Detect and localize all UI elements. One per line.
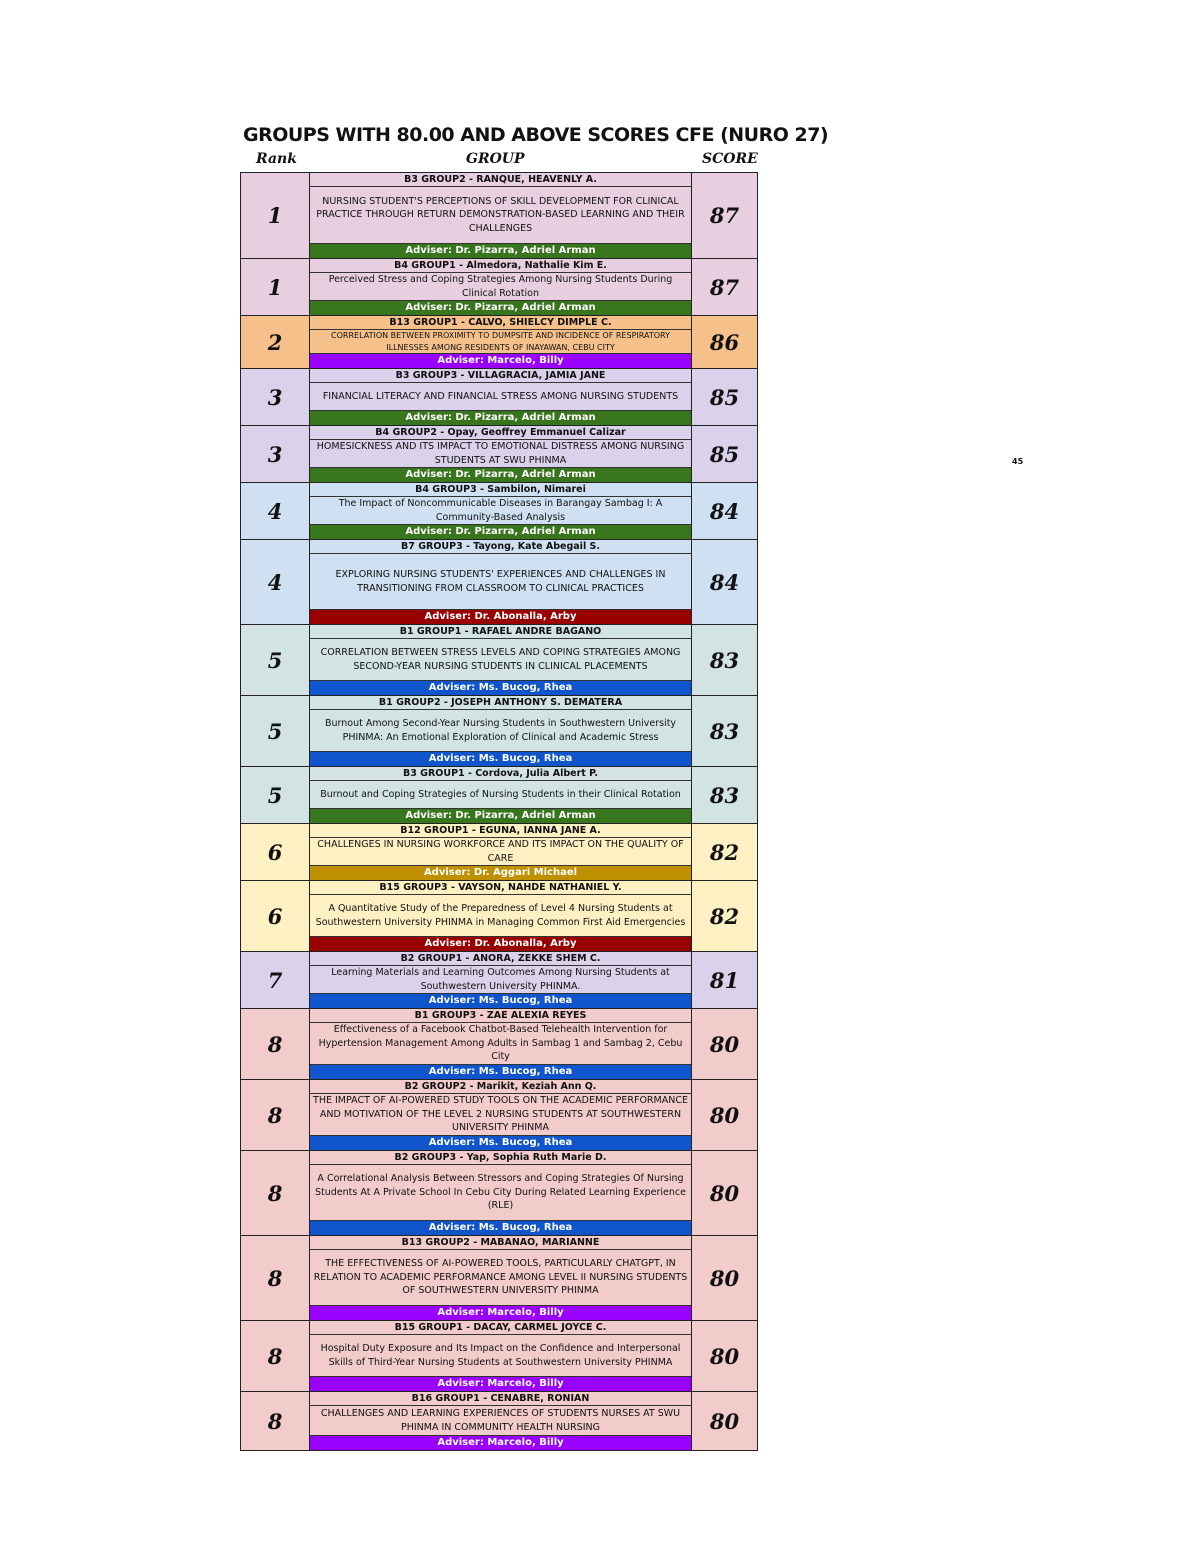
group-cell	[310, 483, 692, 539]
adviser-label: Adviser: Dr. Abonalla, Arby	[310, 936, 691, 951]
research-title: Perceived Stress and Coping Strategies Among Nursing Students During Clinical Rotation	[328, 274, 673, 299]
rank-cell: 8	[241, 1151, 310, 1235]
research-title: EXPLORING NURSING STUDENTS' EXPERIENCES AND CHALLENGES IN TRANSITIONING FROM CLASSROOM TO CLINICAL PRACTICES	[335, 569, 666, 594]
research-title: THE IMPACT OF AI-POWERED STUDY TOOLS ON THE ACADEMIC PERFORMANCE AND MOTIVATION OF THE LEVEL 2 NURSING STUDENTS AT SOUTHWESTERN UNIVERSITY PHINMA	[313, 1095, 688, 1134]
group-cell	[310, 426, 692, 482]
group-cell	[310, 173, 692, 258]
score-cell: 85	[709, 384, 740, 410]
score-cell: 80	[709, 1180, 740, 1206]
research-title: HOMESICKNESS AND ITS IMPACT TO EMOTIONAL DISTRESS AMONG NURSING STUDENTS AT SWU PHINMA	[316, 441, 685, 466]
rank-cell: 1	[241, 259, 310, 315]
group-name: B1 GROUP1 - RAFAEL ANDRE BAGANO	[310, 625, 691, 639]
group-name: B1 GROUP2 - JOSEPH ANTHONY S. DEMATERA	[310, 696, 691, 710]
adviser-label: Adviser: Marcelo, Billy	[310, 1305, 691, 1320]
table-row	[240, 625, 758, 696]
score-cell: 80	[709, 1102, 740, 1128]
score-cell: 80	[709, 1408, 740, 1434]
group-cell	[310, 540, 692, 624]
table-row	[240, 952, 758, 1009]
score-cell: 85	[709, 441, 740, 467]
research-title: Effectiveness of a Facebook Chatbot-Based Telehealth Intervention for Hypertension Management Among Adults in Sambag 1 and Sambag 2, Cebu City	[318, 1024, 683, 1063]
group-cell	[310, 696, 692, 766]
score-column-header: SCORE	[702, 151, 758, 167]
group-name: B2 GROUP3 - Yap, Sophia Ruth Marie D.	[310, 1151, 691, 1165]
table-row	[240, 483, 758, 540]
research-title: Burnout and Coping Strategies of Nursing Students in their Clinical Rotation	[320, 788, 681, 800]
score-cell: 83	[709, 647, 740, 673]
rank-cell: 5	[241, 696, 310, 766]
group-name: B1 GROUP3 - ZAE ALEXIA REYES	[310, 1009, 691, 1023]
rank-cell: 8	[241, 1080, 310, 1150]
research-title: The Impact of Noncommunicable Diseases in Barangay Sambag I: A Community-Based Analysis	[338, 498, 663, 523]
table-row	[240, 426, 758, 483]
score-cell: 81	[709, 967, 740, 993]
group-cell	[310, 824, 692, 880]
adviser-label: Adviser: Dr. Pizarra, Adriel Arman	[310, 808, 691, 823]
research-title: THE EFFECTIVENESS OF AI-POWERED TOOLS, PARTICULARLY CHATGPT, IN RELATION TO ACADEMIC PERFORMANCE AMONG LEVEL II NURSING STUDENTS OF SOUTHWESTERN UNIVERSITY PHINMA	[313, 1258, 688, 1297]
adviser-label: Adviser: Ms. Bucog, Rhea	[310, 1135, 691, 1150]
score-cell: 82	[709, 903, 740, 929]
rank-cell: 5	[241, 767, 310, 823]
group-name: B15 GROUP3 - VAYSON, NAHDE NATHANIEL Y.	[310, 881, 691, 895]
group-cell	[310, 881, 692, 951]
table-row	[240, 881, 758, 952]
research-title: A Correlational Analysis Between Stressors and Coping Strategies Of Nursing Students At A Private School In Cebu City During Related Learning Experience (RLE)	[315, 1173, 686, 1212]
score-cell: 83	[709, 718, 740, 744]
group-name: B12 GROUP1 - EGUNA, IANNA JANE A.	[310, 824, 691, 838]
score-cell: 84	[709, 569, 740, 595]
rank-cell: 8	[241, 1392, 310, 1450]
group-cell	[310, 259, 692, 315]
adviser-label: Adviser: Dr. Pizarra, Adriel Arman	[310, 524, 691, 539]
adviser-label: Adviser: Ms. Bucog, Rhea	[310, 993, 691, 1008]
table-row	[240, 173, 758, 259]
score-cell: 83	[709, 782, 740, 808]
rank-cell: 8	[241, 1236, 310, 1320]
group-name: B15 GROUP1 - DACAY, CARMEL JOYCE C.	[310, 1321, 691, 1335]
group-name: B3 GROUP2 - RANQUE, HEAVENLY A.	[310, 173, 691, 187]
research-title: Burnout Among Second-Year Nursing Students in Southwestern University PHINMA: An Emotional Exploration of Clinical and Academic Stress	[324, 718, 677, 743]
rank-cell: 8	[241, 1009, 310, 1079]
group-cell	[310, 1151, 692, 1235]
group-cell	[310, 952, 692, 1008]
rank-cell: 5	[241, 625, 310, 695]
group-name: B4 GROUP2 - Opay, Geoffrey Emmanuel Calizar	[310, 426, 691, 440]
group-name: B2 GROUP2 - Marikit, Keziah Ann Q.	[310, 1080, 691, 1094]
group-name: B3 GROUP3 - VILLAGRACIA, JAMIA JANE	[310, 369, 691, 383]
table-row	[240, 1321, 758, 1392]
research-title: CHALLENGES IN NURSING WORKFORCE AND ITS IMPACT ON THE QUALITY OF CARE	[317, 839, 684, 864]
group-cell	[310, 767, 692, 823]
score-cell: 87	[709, 203, 740, 228]
adviser-label: Adviser: Dr. Pizarra, Adriel Arman	[310, 410, 691, 425]
adviser-label: Adviser: Dr. Aggari Michael	[310, 865, 691, 880]
group-cell	[310, 1080, 692, 1150]
adviser-label: Adviser: Marcelo, Billy	[310, 353, 691, 368]
adviser-label: Adviser: Marcelo, Billy	[310, 1376, 691, 1391]
research-title: NURSING STUDENT'S PERCEPTIONS OF SKILL DEVELOPMENT FOR CLINICAL PRACTICE THROUGH RETURN DEMONSTRATION-BASED LEARNING AND THEIR CHALLENGES	[316, 195, 685, 234]
page-title: GROUPS WITH 80.00 AND ABOVE SCORES CFE (NURO 27)	[243, 124, 829, 146]
table-row	[240, 259, 758, 316]
research-title: FINANCIAL LITERACY AND FINANCIAL STRESS AMONG NURSING STUDENTS	[322, 390, 679, 402]
adviser-label: Adviser: Ms. Bucog, Rhea	[310, 1220, 691, 1235]
rank-cell: 6	[241, 881, 310, 951]
score-cell: 84	[709, 498, 740, 524]
adviser-label: Adviser: Dr. Abonalla, Arby	[310, 609, 691, 624]
research-title: CORRELATION BETWEEN PROXIMITY TO DUMPSITE AND INCIDENCE OF RESPIRATORY ILLNESSES AMONG RESIDENTS OF INAYAWAN, CEBU CITY	[331, 330, 670, 352]
group-name: B2 GROUP1 - ANORA, ZEKKE SHEM C.	[310, 952, 691, 966]
group-cell	[310, 1236, 692, 1320]
research-title: Hospital Duty Exposure and Its Impact on the Confidence and Interpersonal Skills of Third-Year Nursing Students at Southwestern University PHINMA	[320, 1343, 681, 1368]
group-name: B13 GROUP2 - MABANAO, MARIANNE	[310, 1236, 691, 1250]
research-title: Learning Materials and Learning Outcomes Among Nursing Students at Southwestern University PHINMA.	[331, 967, 670, 992]
rank-cell: 2	[241, 316, 310, 368]
table-row	[240, 1151, 758, 1236]
group-cell	[310, 1009, 692, 1079]
group-cell	[310, 316, 692, 368]
adviser-label: Adviser: Ms. Bucog, Rhea	[310, 751, 691, 766]
group-name: B7 GROUP3 - Tayong, Kate Abegail S.	[310, 540, 691, 554]
adviser-label: Adviser: Dr. Pizarra, Adriel Arman	[310, 300, 691, 315]
score-cell: 82	[709, 839, 740, 865]
adviser-label: Adviser: Ms. Bucog, Rhea	[310, 680, 691, 695]
score-cell: 80	[709, 1031, 740, 1057]
score-cell: 87	[709, 274, 740, 300]
group-column-header: GROUP	[466, 151, 525, 167]
adviser-label: Adviser: Ms. Bucog, Rhea	[310, 1064, 691, 1079]
score-cell: 86	[709, 329, 740, 355]
rankings-table	[240, 172, 758, 1451]
group-cell	[310, 369, 692, 425]
rank-cell: 1	[241, 173, 310, 258]
research-title: CHALLENGES AND LEARNING EXPERIENCES OF STUDENTS NURSES AT SWU PHINMA IN COMMUNITY HEALTH NURSING	[320, 1408, 681, 1433]
table-row	[240, 316, 758, 369]
table-row	[240, 1009, 758, 1080]
group-name: B4 GROUP3 - Sambilon, Nimarei	[310, 483, 691, 497]
research-title: A Quantitative Study of the Preparedness of Level 4 Nursing Students at Southwestern University PHINMA in Managing Common First Aid Emergencies	[315, 903, 686, 928]
table-row	[240, 767, 758, 824]
group-cell	[310, 1392, 692, 1450]
table-row	[240, 1236, 758, 1321]
group-cell	[310, 1321, 692, 1391]
group-cell	[310, 625, 692, 695]
rank-column-header: Rank	[256, 151, 297, 167]
group-name: B4 GROUP1 - Almedora, Nathalie Kim E.	[310, 259, 691, 273]
rank-cell: 6	[241, 824, 310, 880]
rank-cell: 3	[241, 369, 310, 425]
table-row	[240, 1392, 758, 1451]
table-row	[240, 696, 758, 767]
score-cell: 80	[709, 1343, 740, 1369]
adviser-label: Adviser: Marcelo, Billy	[310, 1435, 691, 1450]
rank-cell: 7	[241, 952, 310, 1008]
page-mark: 45	[1012, 457, 1024, 466]
group-name: B16 GROUP1 - CENABRE, RONIAN	[310, 1392, 691, 1406]
rank-cell: 4	[241, 540, 310, 624]
adviser-label: Adviser: Dr. Pizarra, Adriel Arman	[310, 467, 691, 482]
score-cell: 80	[709, 1265, 740, 1291]
rank-cell: 8	[241, 1321, 310, 1391]
adviser-label: Adviser: Dr. Pizarra, Adriel Arman	[310, 243, 691, 258]
rank-cell: 4	[241, 483, 310, 539]
table-row	[240, 1080, 758, 1151]
table-row	[240, 540, 758, 625]
table-row	[240, 369, 758, 426]
rank-cell: 3	[241, 426, 310, 482]
group-name: B3 GROUP1 - Cordova, Julia Albert P.	[310, 767, 691, 781]
table-row	[240, 824, 758, 881]
group-name: B13 GROUP1 - CALVO, SHIELCY DIMPLE C.	[310, 316, 691, 330]
research-title: CORRELATION BETWEEN STRESS LEVELS AND COPING STRATEGIES AMONG SECOND-YEAR NURSING STUDENTS IN CLINICAL PLACEMENTS	[320, 647, 681, 672]
